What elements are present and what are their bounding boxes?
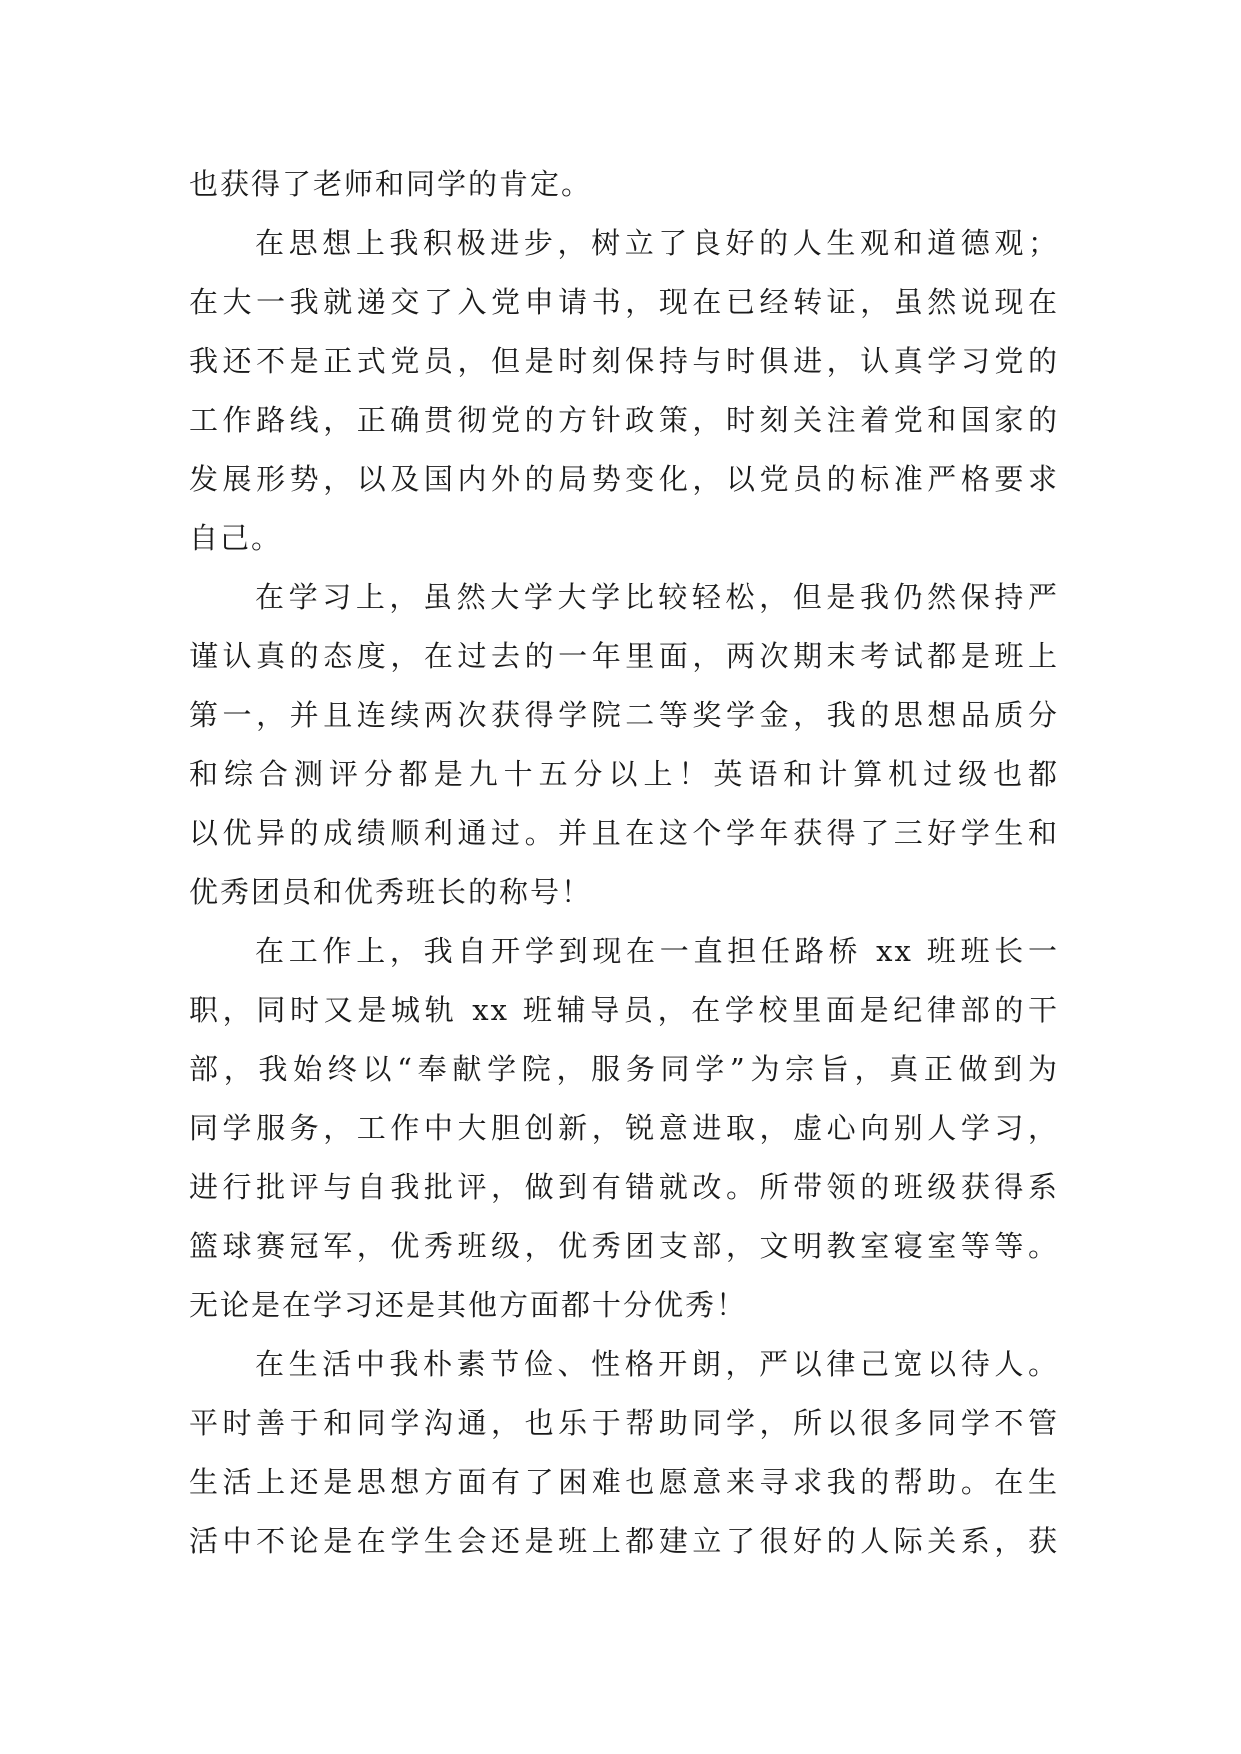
text-line: 在思想上我积极进步，树立了良好的人生观和道德观； — [255, 226, 1059, 260]
text-line: 在生活中我朴素节俭、性格开朗，严以律己宽以待人。 — [255, 1347, 1059, 1381]
text-line: 平时善于和同学沟通，也乐于帮助同学，所以很多同学不管 — [189, 1406, 1059, 1440]
text-line: 生活上还是思想方面有了困难也愿意来寻求我的帮助。在生 — [189, 1465, 1059, 1499]
text-line: 活中不论是在学生会还是班上都建立了很好的人际关系，获 — [189, 1524, 1059, 1558]
text-line: 和综合测评分都是九十五分以上！英语和计算机过级也都 — [189, 757, 1059, 791]
text-line: 工作路线，正确贯彻党的方针政策，时刻关注着党和国家的 — [189, 403, 1059, 437]
text-line: 职，同时又是城轨 xx 班辅导员，在学校里面是纪律部的干 — [189, 993, 1059, 1027]
text-line: 谨认真的态度，在过去的一年里面，两次期末考试都是班上 — [189, 639, 1059, 673]
text-line: 优秀团员和优秀班长的称号！ — [189, 875, 593, 909]
text-line: 以优异的成绩顺利通过。并且在这个学年获得了三好学生和 — [189, 816, 1059, 850]
text-line: 进行批评与自我批评，做到有错就改。所带领的班级获得系 — [189, 1170, 1059, 1204]
text-line: 在大一我就递交了入党申请书，现在已经转证，虽然说现在 — [189, 285, 1059, 319]
text-line: 第一，并且连续两次获得学院二等奖学金，我的思想品质分 — [189, 698, 1059, 732]
text-line: 自己。 — [189, 521, 283, 555]
text-line: 无论是在学习还是其他方面都十分优秀！ — [189, 1288, 748, 1322]
text-line: 也获得了老师和同学的肯定。 — [189, 167, 593, 201]
document-body — [189, 155, 1059, 1571]
text-line: 篮球赛冠军，优秀班级，优秀团支部，文明教室寝室等等。 — [189, 1229, 1059, 1263]
text-line: 我还不是正式党员，但是时刻保持与时俱进，认真学习党的 — [189, 344, 1059, 378]
text-line: 在工作上，我自开学到现在一直担任路桥 xx 班班长一 — [255, 934, 1059, 968]
text-line: 发展形势，以及国内外的局势变化，以党员的标准严格要求 — [189, 462, 1059, 496]
text-line: 部，我始终以“奉献学院，服务同学”为宗旨，真正做到为 — [189, 1052, 1059, 1086]
text-line: 同学服务，工作中大胆创新，锐意进取，虚心向别人学习， — [189, 1111, 1059, 1145]
text-line: 在学习上，虽然大学大学比较轻松，但是我仍然保持严 — [255, 580, 1059, 614]
